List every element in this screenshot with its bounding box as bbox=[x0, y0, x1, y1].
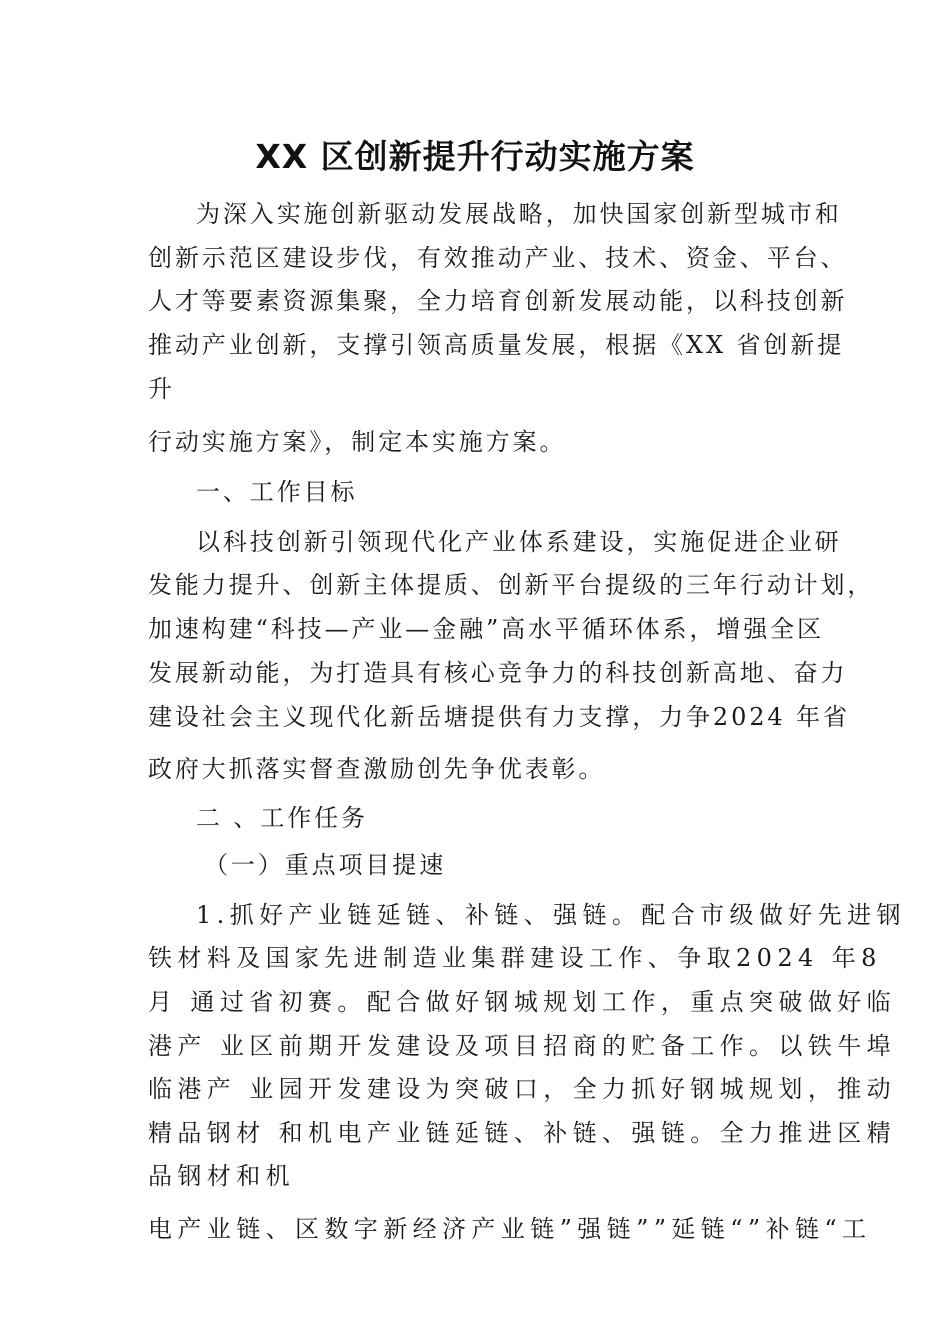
paragraph-line: 港产 业区前期开发建设及项目招商的贮备工作。以铁牛埠 bbox=[148, 1032, 897, 1060]
subsection-heading: （一）重点项目提速 bbox=[204, 851, 447, 879]
paragraph-line: 铁材料及国家先进制造业集群建设工作、争取2024 年8 bbox=[148, 944, 882, 972]
section-heading: 二 、工作任务 bbox=[196, 804, 368, 832]
paragraph-line: 创新示范区建设步伐，有效推动产业、技术、资金、平台、 bbox=[148, 244, 848, 272]
paragraph-line: 电产业链、区数字新经济产业链”强链””延链“”补链“工 bbox=[148, 1215, 872, 1243]
paragraph-line: 1.抓好产业链延链、补链、强链。配合市级做好先进钢 bbox=[196, 901, 906, 929]
document-title: XX 区创新提升行动实施方案 bbox=[255, 137, 695, 176]
paragraph-line: 临港产 业园开发建设为突破口，全力抓好钢城规划，推动 bbox=[148, 1075, 897, 1103]
paragraph-line: 发展新动能，为打造具有核心竞争力的科技创新高地、奋力 bbox=[148, 659, 848, 687]
section-heading: 一、工作目标 bbox=[196, 478, 358, 506]
paragraph-line: 品钢材和机 bbox=[148, 1162, 295, 1190]
paragraph-line: 以科技创新引领现代化产业体系建设，实施促进企业研 bbox=[196, 528, 842, 556]
paragraph-line: 建设社会主义现代化新岳塘提供有力支撑，力争2024 年省 bbox=[148, 703, 850, 731]
paragraph-line: 为深入实施创新驱动发展战略，加快国家创新型城市和 bbox=[196, 200, 842, 228]
paragraph-line: 月 通过省初赛。配合做好钢城规划工作，重点突破做好临 bbox=[148, 988, 897, 1016]
paragraph-line: 发能力提升、创新主体提质、创新平台提级的三年行动计划， bbox=[148, 571, 875, 599]
paragraph-line: 加速构建“科技—产业—金融”高水平循环体系，增强全区 bbox=[148, 615, 824, 643]
paragraph-line: 人才等要素资源集聚，全力培育创新发展动能，以科技创新 bbox=[148, 287, 848, 315]
paragraph-line: 行动实施方案》，制定本实施方案。 bbox=[148, 428, 567, 456]
paragraph-line: 精品钢材 和机电产业链延链、补链、强链。全力推进区精 bbox=[148, 1119, 897, 1147]
paragraph-line: 升 bbox=[148, 375, 175, 403]
paragraph-line: 政府大抓落实督查激励创先争优表彰。 bbox=[148, 755, 606, 783]
paragraph-line: 推动产业创新，支撑引领高质量发展，根据《XX 省创新提 bbox=[148, 331, 845, 359]
